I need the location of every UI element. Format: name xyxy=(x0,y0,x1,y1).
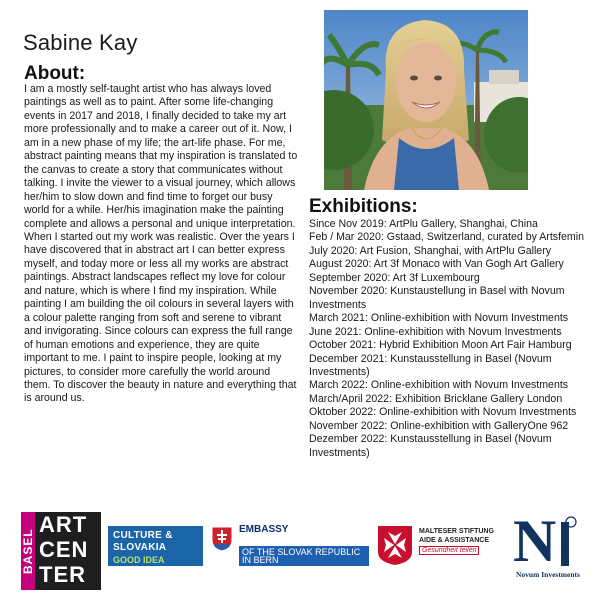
novum-logo xyxy=(511,510,585,580)
about-heading: About: xyxy=(24,63,86,84)
list-item: October 2021: Hybrid Exhibition Moon Art Fair Hamburg xyxy=(309,339,572,352)
malteser-line-1: MALTESER STIFTUNG xyxy=(419,528,494,535)
list-item: July 2020: Art Fusion, Shanghai, with ArtPlu Gallery xyxy=(309,244,552,257)
artist-photo xyxy=(324,10,528,190)
list-item: Dezember 2022: Kunstausstellung in Basel (Novum Investments) xyxy=(309,433,552,459)
basel-art-center-logo xyxy=(21,512,101,590)
cs-line-2: SLOVAKIA xyxy=(113,542,167,553)
list-item: March/April 2022: Exhibition Bricklane Gallery London xyxy=(309,392,563,405)
bac-line-3: TER xyxy=(39,562,86,587)
novum-text: Novum Investments xyxy=(516,570,580,579)
cs-line-1: CULTURE & xyxy=(113,530,173,541)
list-item: June 2021: Online-exhibition with Novum Investments xyxy=(309,325,562,338)
malteser-line-2: AIDE & ASSISTANCE xyxy=(419,537,490,544)
bac-line-1: ART xyxy=(39,512,88,537)
slovak-shield-icon xyxy=(211,526,233,552)
novum-bar-icon xyxy=(555,516,577,566)
list-item: November 2020: Kunstaustellung in Basel with Novum Investments xyxy=(309,285,565,311)
cs-tagline: GOOD IDEA xyxy=(113,555,165,565)
artist-name: Sabine Kay xyxy=(23,30,138,55)
list-item: Oktober 2022: Online-exhibition with Novum Investments xyxy=(309,406,577,419)
bac-line-2: CEN xyxy=(39,537,89,562)
list-item: November 2022: Online-exhibition with GalleryOne 962 xyxy=(309,419,569,432)
sponsor-logos xyxy=(0,508,600,600)
list-item: August 2020: Art 3f Monaco with Van Gogh Art Gallery xyxy=(309,258,564,271)
embassy-logo xyxy=(211,522,371,578)
embassy-title: EMBASSY xyxy=(239,524,289,535)
basel-side-label: BASEL xyxy=(21,512,35,590)
list-item: September 2020: Art 3f Luxembourg xyxy=(309,271,480,284)
list-item: March 2021: Online-exhibition with Novum Investments xyxy=(309,312,569,325)
culture-slovakia-logo xyxy=(108,526,203,566)
list-item: December 2021: Kunstausstellung in Basel (Novum Investments) xyxy=(309,352,552,378)
list-item: March 2022: Online-exhibition with Novum Investments xyxy=(309,379,569,392)
malteser-line-3: Gesundheit teilen xyxy=(419,546,479,555)
maltese-cross-icon xyxy=(376,524,414,566)
about-text: I am a mostly self-taught artist who has always loved paintings as well as to paint. After some life-changing events in 2017 and 2018, I finally decided to take my art more professionally and to make a career out of it. Now, I am in a new phase of my life; the art-life phase. For me, abstract painting means that my inspiration is translated to the canvas to create a story that communicates without talking. I invite the viewer to a visual journey, which allows her/him to slow down and find time to forget our busy world for a while. Her/his imagination make the painting complete and allows a personal and unique interpretation. When I started out my work was realistic. Over the years I have discovered that in abstract art I can better express myself, and today more or less all my works are abstract paintings. Abstract landscapes reflect my love for colour and nature, which is where I find my inspiration. While painting I am building the oil colours in several layers with a colour palette ranging from soft and serene to vibrant and invigorating. Since colours can express the full range of human emotions and experience, they are quite important to me. I paint to inspire people, looking at my pictures, to consider more carefully the world around them. To discover the beauty in nature and everything that is around us. xyxy=(24,83,298,405)
malteser-logo xyxy=(376,524,500,572)
exhibitions-list xyxy=(309,218,599,460)
embassy-line-2: OF THE SLOVAK REPUBLIC xyxy=(242,547,361,557)
embassy-line-3: IN BERN xyxy=(242,555,279,565)
novum-letter: N xyxy=(513,508,557,574)
list-item: Feb / Mar 2020: Gstaad, Switzerland, curated by Artsfemin xyxy=(309,231,584,244)
list-item: Since Nov 2019: ArtPlu Gallery, Shanghai, China xyxy=(309,218,538,230)
exhibitions-heading: Exhibitions: xyxy=(309,196,418,217)
